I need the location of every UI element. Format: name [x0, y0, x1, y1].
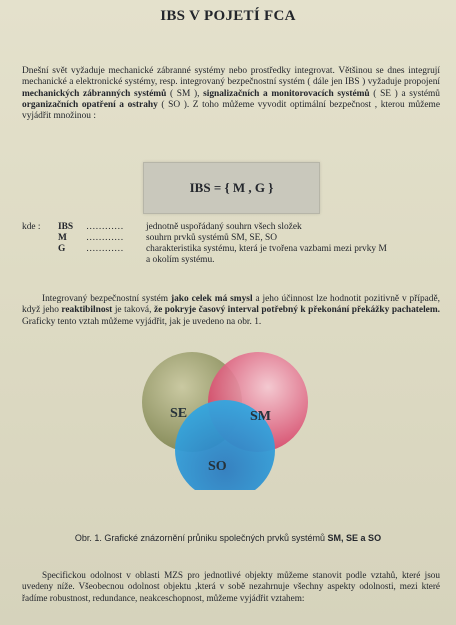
- p2-bold-2: reaktibilnost: [61, 305, 113, 316]
- paragraph-2: [22, 294, 440, 328]
- intro-text-3: ( SE ) a systémů: [369, 88, 440, 99]
- venn-label-sm: SM: [250, 409, 271, 424]
- definitions-lead: kde :: [22, 222, 41, 232]
- definition-key: M: [58, 233, 67, 243]
- definition-dots: …………: [86, 233, 124, 243]
- caption-bold: SM, SE a SO: [327, 533, 382, 543]
- p2-text-2: a jeho účinnost lze hodnotit pozitivně v případě, když jeho: [22, 294, 440, 316]
- definition-row: [22, 233, 442, 244]
- venn-label-so: SO: [208, 459, 227, 474]
- p2-text-4: Graficky tento vztah můžeme vyjádřit, jak je uvedeno na obr. 1.: [22, 316, 262, 327]
- definition-text: jednotně uspořádaný souhrn všech složek: [146, 222, 302, 232]
- p2-text-3: je taková,: [112, 305, 154, 316]
- definition-dots: …………: [86, 222, 124, 232]
- page-title: IBS V POJETÍ FCA: [160, 8, 296, 24]
- intro-bold-2: signalizačních a monitorovacích systémů: [203, 88, 370, 99]
- definition-continuation: a okolím systému.: [146, 255, 215, 265]
- definition-dots: …………: [86, 244, 124, 254]
- intro-bold-1: mechanických zábranných systémů: [22, 88, 167, 99]
- definition-row: [22, 255, 442, 266]
- venn-label-se: SE: [170, 406, 188, 421]
- intro-text-2: ( SM ),: [166, 88, 204, 99]
- formula: IBS = { M , G }: [189, 180, 274, 195]
- definition-text: charakteristika systému, která je tvořena vazbami mezi prvky M: [146, 244, 387, 254]
- definition-text: souhrn prvků systémů SM, SE, SO: [146, 233, 278, 243]
- p2-bold-3: že pokryje časový interval potřebný k překonání překážky pachatelem.: [153, 305, 440, 316]
- definition-key: G: [58, 244, 66, 254]
- paragraph-3: Specifickou odolnost v oblasti MZS pro jednotlivé objekty můžeme stanovit podle vztahů, které jsou uvedeny níže. Všeobecnou odolnost objektu ,která v sobě nezahrnuje všechny aspekty odolnosti, mezi které řadíme robustnost, redundance, neakceschopnost, můžeme vyjádřit vztahem:: [22, 570, 440, 603]
- intro-text-4: ( SO ). Z toho můžeme vyvodit optimální bezpečnost , kterou můžeme vyjádřit množinou :: [22, 99, 440, 122]
- p2-text-1: Integrovaný bezpečnostní systém: [42, 294, 171, 304]
- venn-diagram: [130, 350, 320, 490]
- intro-text-1: Dnešní svět vyžaduje mechanické zábranné systémy nebo prostředky integrovat. Většinou se dnes integrují mechanické a elektronické systémy, resp. integrovaný bezpečnostní systém ( dále jen IBS ) vyžaduje propojení: [22, 66, 440, 88]
- figure-caption: [0, 533, 456, 543]
- formula-box: [143, 162, 320, 214]
- intro-bold-3: organizačních opatření a ostrahy: [22, 99, 158, 110]
- definition-row: [22, 222, 442, 233]
- p2-bold-1: jako celek má smysl: [170, 294, 253, 304]
- definitions-list: [22, 222, 442, 266]
- definition-key: IBS: [58, 222, 74, 232]
- intro-paragraph: [22, 66, 440, 122]
- definition-row: [22, 244, 442, 255]
- caption-text: Obr. 1. Grafické znázornění průniku společných prvků systémů: [74, 533, 328, 543]
